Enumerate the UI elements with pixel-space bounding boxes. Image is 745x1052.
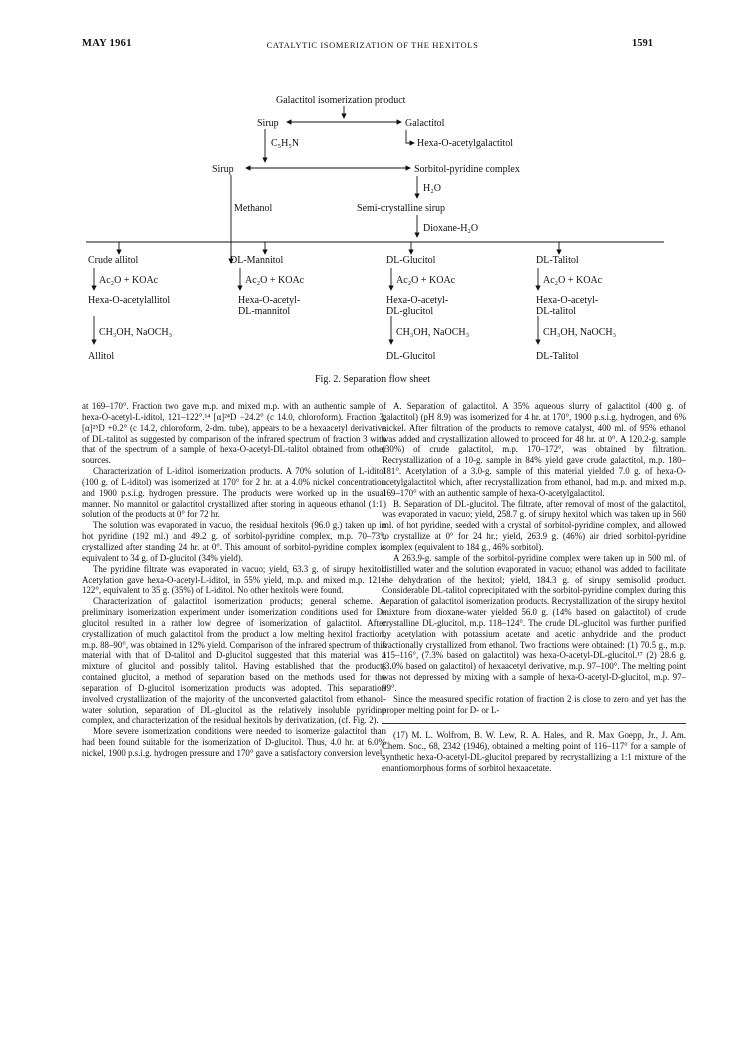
- branch-1-acetate: Hexa-O-acetylallitol: [88, 295, 171, 306]
- branch-4-name: DL-Talitol: [536, 255, 579, 266]
- right-paragraph-1: A. Separation of galactitol. A 35% aqueous slurry of galactitol (400 g. of galactitol) (pH 8.9) was isomerized for 4 hr. at 170°, 1900 p.s.i.g. hydrogen, and 6% nickel. After filtration of the products to remove catalyst, 400 ml. of 95% ethanol was added and crystallization allowed to proceed for 48 hr. at 0°. A 120.2-g. sample (30%) of crude galactitol, m.p. 170–172°, was obtained by filtration. Recrystallization of a 10-g. sample in 84% yield gave crude galactitol, m.p. 180–181°. Acetylation of a 3.0-g. sample of this material yielded 7.0 g. of hexa-O-acetylgalactitol which, after recrystallization from ethanol, had m.p. and mixed m.p. 169–170° with an authentic sample of hexa-O-acetylgalactitol.: [382, 401, 686, 498]
- branch-3-acetate-line2: DL-glucitol: [386, 306, 434, 317]
- branch-2-acetate-line1: Hexa-O-acetyl-: [238, 295, 301, 306]
- page-number: 1591: [632, 38, 653, 49]
- flow-dioxane-reagent: Dioxane-H₂O: [423, 223, 479, 234]
- right-paragraph-4: Since the measured specific rotation of fraction 2 is close to zero and yet has the proper melting point for D- or L-: [382, 693, 686, 715]
- branch-3-final: DL-Glucitol: [386, 351, 436, 362]
- branch-1-final: Allitol: [88, 351, 115, 362]
- right-paragraph-2: B. Separation of DL-glucitol. The filtrate, after removal of most of the galactitol, was evaporated in vacuo; yield, 258.7 g. of sirupy hexitol which was taken up in 560 ml. of hot pyridine, seeded with a crystal of sorbitol-pyridine complex, and allowed to crystallize at 0° for 24 hr.; yield, 263.9 g. (46%) air dried sorbitol-pyridine complex (equivalent to 184 g., 46% sorbitol).: [382, 498, 686, 552]
- left-paragraph-1: at 169–170°. Fraction two gave m.p. and mixed m.p. with an authentic sample of hexa-O-acetyl-L-iditol, 121–122°.¹⁴ [α]²⁴D −24.2° (c 14.0, chloroform). Fraction 3, [α]²⁵D +0.2° (c 14.2, chloroform, 2-dm. tube), appears to be a hexaacetyl derivative of DL-talitol as suggested by comparison of the infrared spectrum of fraction 3 with that of the spectrum of a sample of hexa-O-acetyl-DL-talitol obtained from other sources.: [82, 401, 386, 466]
- branch-3-deacylation: CH₃OH, NaOCH₃: [396, 327, 470, 338]
- branch-4-acetate-line1: Hexa-O-acetyl-: [536, 295, 599, 306]
- left-paragraph-3: The solution was evaporated in vacuo, the residual hexitols (96.0 g.) taken up in hot pyridine (192 ml.) and 49.2 g. of sorbitol-pyridine complex, m.p. 70–73°, crystallized after standing 24 hr. at 0°. This amount of sorbitol-pyridine complex is equivalent to 34 g. of D-glucitol (34% yield).: [82, 520, 386, 563]
- branch-4-reagent: Ac₂O + KOAc: [543, 275, 603, 286]
- flow-sorbitol-complex: Sorbitol-pyridine complex: [414, 164, 520, 175]
- separation-flow-sheet: [0, 90, 745, 372]
- right-paragraph-3: A 263.9-g. sample of the sorbitol-pyridine complex were taken up in 500 ml. of distilled water and the solution evaporated in vacuo; ethanol was added to facilitate the dehydration of the hexitol; yield, 184.3 g. of sirupy semisolid product. Considerable DL-talitol coprecipitated with the sorbitol-pyridine complex during this separation of galactitol isomerization products. Recrystallization of the sirupy hexitol mixture from dioxane-water yielded 56.0 g. (14% based on galactitol) of crude crystalline DL-glucitol, m.p. 118–124°. The crude DL-glucitol was further purified by acetylation with potassium acetate and acetic anhydride and the product fractionally crystallized from ethanol. Two fractions were obtained: (1) 70.5 g., m.p. 115–116°, (7.3% based on galactitol) was hexa-O-acetyl-DL-glucitol.¹⁷ (2) 28.6 g. (3.0% based on galactitol) of hexaacetyl derivative, m.p. 97–100°. The melting point was not depressed by mixing with a sample of hexa-O-acetyl-D-glucitol, m.p. 97–99°.: [382, 552, 686, 693]
- branch-1-name: Crude allitol: [88, 255, 139, 266]
- branch-3-reagent: Ac₂O + KOAc: [396, 275, 456, 286]
- branch-3-acetate-line1: Hexa-O-acetyl-: [386, 295, 449, 306]
- header-date: MAY 1961: [82, 38, 132, 49]
- footnote-17: (17) M. L. Wolfrom, B. W. Lew, R. A. Hales, and R. Max Goepp, Jr., J. Am. Chem. Soc., 68, 2342 (1946), obtained a melting point of 116–117° for a sample of synthetic hexa-O-acetyl-DL-glucitol prepared by recrystallizing a 1:1 mixture of the enantiomorphous forms of sorbitol hexaacetate.: [382, 723, 686, 773]
- left-paragraph-2: Characterization of L-iditol isomerization products. A 70% solution of L-iditol (100 g. of L-iditol) was isomerized at 170° for 2 hr. at a 4.0% nickel concentration and 1900 p.s.i.g. hydrogen pressure. The products were worked up in the usual manner. No mannitol or galactitol crystallized after storing in aqueous ethanol (1:1) solution of the products at 0° for 72 hr.: [82, 466, 386, 520]
- branch-1-reagent: Ac₂O + KOAc: [99, 275, 159, 286]
- left-paragraph-4: The pyridine filtrate was evaporated in vacuo; yield, 63.3 g. of sirupy hexitol. Acetylation gave hexa-O-acetyl-L-iditol, in 55% yield, m.p. and mixed m.p. 121–122°, equivalent to 35 g. (35%) of L-iditol. No other hexitols were found.: [82, 563, 386, 596]
- flow-semicrystalline-sirup: Semi-crystalline sirup: [357, 203, 446, 214]
- page-header: [0, 38, 745, 54]
- branch-2-reagent: Ac₂O + KOAc: [245, 275, 305, 286]
- flow-sirup-2: Sirup: [212, 164, 234, 175]
- figure-caption: Fig. 2. Separation flow sheet: [315, 374, 430, 385]
- left-paragraph-5: Characterization of galactitol isomerization products; general scheme. A preliminary isomerization experiment under isomerization conditions used for D-glucitol resulted in a rather low degree of isomerization of galactitol. After crystallization of much galactitol from the product a low melting hexitol fraction, m.p. 88–90°, was obtained in 12% yield. Comparison of the infrared spectrum of this material with that of D-talitol and D-glucitol suggested that this material was a mixture of glucitol and possibly talitol. Having established that the products contained glucitol, a method of separation based on the methods used for the separation of D-glucitol isomerization products was adopted. This separation involved crystallization of the majority of the unconverted galactitol from ethanol-water solution, separation of DL-glucitol as the relatively insoluble pyridine complex, and characterization of the residual hexitols by derivatization, (cf. Fig. 2).: [82, 596, 386, 726]
- branch-3-name: DL-Glucitol: [386, 255, 436, 266]
- branch-2-name: DL-Mannitol: [230, 255, 284, 266]
- header-title: CATALYTIC ISOMERIZATION OF THE HEXITOLS: [266, 40, 479, 50]
- right-column: [382, 401, 686, 774]
- flow-sirup-1: Sirup: [257, 118, 279, 129]
- branch-4-deacylation: CH₃OH, NaOCH₃: [543, 327, 617, 338]
- flow-top-label: Galactitol isomerization product: [276, 95, 406, 106]
- flow-methanol: Methanol: [234, 203, 273, 214]
- flow-water-reagent: H₂O: [423, 183, 441, 194]
- flow-hexaacetylgalactitol: Hexa-O-acetylgalactitol: [417, 138, 514, 149]
- branch-4-final: DL-Talitol: [536, 351, 579, 362]
- flow-galactitol: Galactitol: [405, 118, 445, 129]
- branch-4-acetate-line2: DL-talitol: [536, 306, 576, 317]
- branch-2-acetate-line2: DL-mannitol: [238, 306, 291, 317]
- branch-1-deacylation: CH₃OH, NaOCH₃: [99, 327, 173, 338]
- left-column: [82, 401, 386, 759]
- flow-pyridine-reagent: C₅H₅N: [271, 138, 300, 149]
- left-paragraph-6: More severe isomerization conditions were needed to isomerize galactitol than had been found suitable for the isomerization of D-glucitol. Thus, 4.0 hr. at 6.0% nickel, 1900 p.s.i.g. hydrogen pressure and 170° gave a satisfactory conversion level.: [82, 726, 386, 758]
